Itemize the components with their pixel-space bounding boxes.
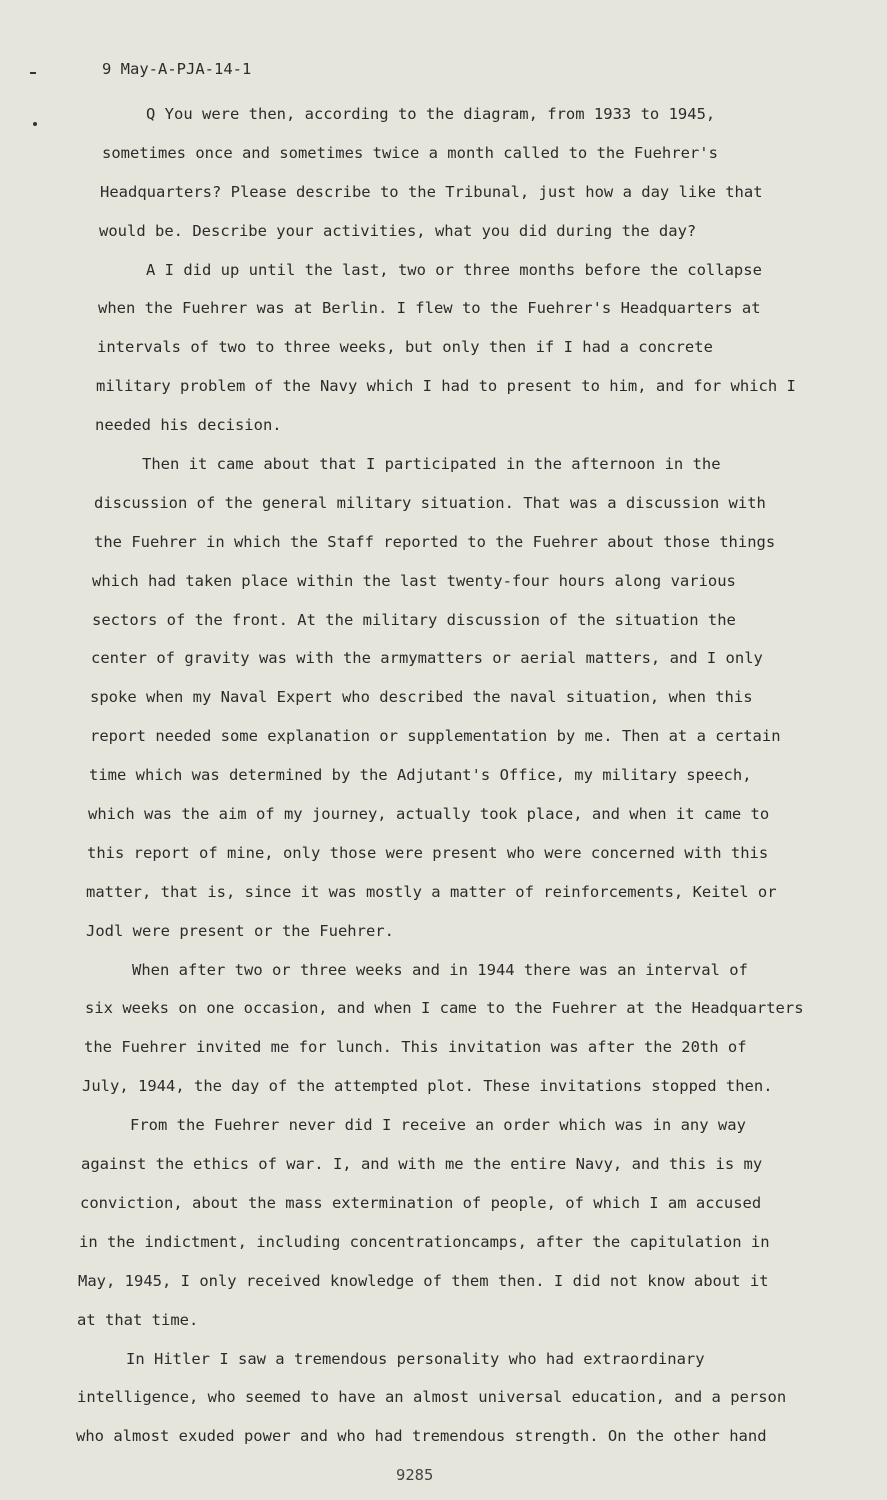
paragraph-lunch-invitations [0, 951, 887, 1107]
text-line: When after two or three weeks and in 1944 there was an interval of [132, 960, 748, 979]
text-line: sometimes once and sometimes twice a month called to the Fuehrer's [102, 143, 718, 162]
text-line: A I did up until the last, two or three months before the collapse [146, 260, 762, 279]
document-reference: 9 May-A-PJA-14-1 [102, 60, 252, 78]
page-number: 9285 [396, 1466, 434, 1484]
text-line: which had taken place within the last twenty-four hours along various [92, 571, 736, 590]
text-line: Jodl were present or the Fuehrer. [86, 921, 394, 940]
paragraph-orders-ethics [0, 1106, 887, 1339]
text-line: intervals of two to three weeks, but only then if I had a concrete [97, 338, 713, 357]
text-line: the Fuehrer invited me for lunch. This invitation was after the 20th of [84, 1038, 747, 1057]
paragraph-question [0, 95, 887, 251]
text-line: who almost exuded power and who had tremendous strength. On the other hand [76, 1427, 767, 1446]
text-line: report needed some explanation or supplementation by me. Then at a certain [90, 727, 781, 746]
text-line: in the indictment, including concentrationcamps, after the capitulation in [79, 1232, 770, 1251]
text-line: the Fuehrer in which the Staff reported to the Fuehrer about those things [94, 532, 776, 551]
text-line: which was the aim of my journey, actually took place, and when it came to [88, 805, 770, 824]
text-line: against the ethics of war. I, and with me the entire Navy, and this is my [81, 1155, 763, 1174]
paragraph-situation-discussion [0, 445, 887, 951]
text-line: when the Fuehrer was at Berlin. I flew to the Fuehrer's Headquarters at [98, 299, 761, 318]
text-line: July, 1944, the day of the attempted plot. These invitations stopped then. [82, 1077, 773, 1096]
text-line: Then it came about that I participated in the afternoon in the [142, 455, 721, 474]
text-line: needed his decision. [95, 416, 282, 435]
text-line: Q You were then, according to the diagram, from 1933 to 1945, [146, 105, 716, 123]
text-line: this report of mine, only those were present who were concerned with this [87, 843, 769, 862]
paragraph-hitler-personality [0, 1340, 887, 1457]
text-line: From the Fuehrer never did I receive an order which was in any way [130, 1116, 746, 1135]
transcript-body [0, 95, 887, 1456]
text-line: would be. Describe your activities, what you did during the day? [99, 221, 697, 240]
text-line: conviction, about the mass extermination of people, of which I am accused [80, 1193, 762, 1212]
text-line: discussion of the general military situation. That was a discussion with [94, 493, 766, 512]
text-line: six weeks on one occasion, and when I came to the Fuehrer at the Headquarters [85, 999, 804, 1018]
text-line: spoke when my Naval Expert who described the naval situation, when this [90, 688, 753, 707]
text-line: May, 1945, I only received knowledge of them then. I did not know about it [78, 1271, 769, 1290]
text-line: at that time. [77, 1310, 199, 1329]
text-line: time which was determined by the Adjutant's Office, my military speech, [89, 766, 752, 785]
margin-dash [30, 72, 36, 74]
text-line: center of gravity was with the armymatters or aerial matters, and I only [91, 649, 763, 668]
text-line: sectors of the front. At the military discussion of the situation the [92, 610, 736, 629]
text-line: In Hitler I saw a tremendous personality who had extraordinary [126, 1349, 705, 1368]
text-line: intelligence, who seemed to have an almost universal education, and a person [77, 1388, 787, 1407]
paragraph-answer [0, 251, 887, 445]
text-line: matter, that is, since it was mostly a matter of reinforcements, Keitel or [86, 882, 777, 901]
text-line: military problem of the Navy which I had to present to him, and for which I [96, 377, 796, 396]
text-line: Headquarters? Please describe to the Tribunal, just how a day like that [100, 182, 763, 201]
